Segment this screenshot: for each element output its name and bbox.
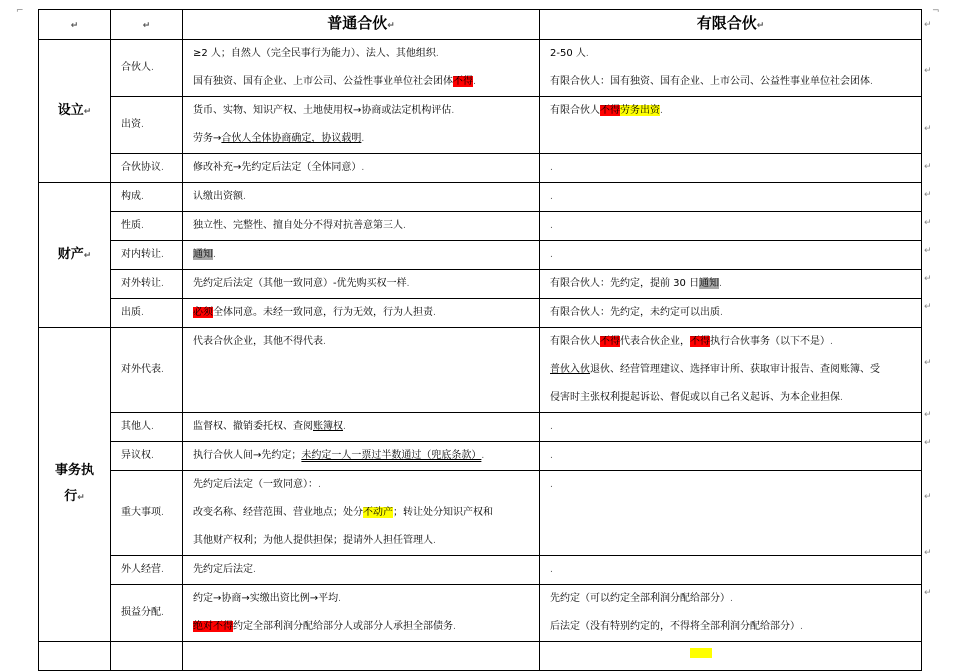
row-label-composition xyxy=(111,183,183,212)
row-end-mark: ↵ xyxy=(924,162,932,172)
comparison-table xyxy=(38,9,922,671)
para-mark: . xyxy=(451,106,455,116)
limited-representation-cell xyxy=(540,328,922,413)
underlined-text: 账簿权 xyxy=(313,421,343,432)
para-mark: . xyxy=(720,308,723,318)
cell-text: 约定→协商→实缴出资比例→平均 xyxy=(193,593,339,604)
row-end-mark: ↵ xyxy=(924,274,932,284)
general-partners-cell xyxy=(183,40,540,97)
highlight-red: 必须 xyxy=(193,307,213,318)
text-line xyxy=(193,471,539,499)
text-line xyxy=(193,499,539,527)
row-label-agreement xyxy=(111,154,183,183)
limited-contribution-cell xyxy=(540,97,922,154)
section-property xyxy=(39,183,111,328)
row-label-text: 合伙协议 xyxy=(121,162,161,173)
row-label-text: 性质 xyxy=(121,220,141,231)
cell-text: 退伙、经营管理建议、选择审计所、获取审计报告、查阅账簿、受 xyxy=(590,364,880,375)
cell-text: 独立性、完整性、擅自处分不得对抗善意第三人 xyxy=(193,220,403,231)
header-limited-label: 有限合伙 xyxy=(696,14,757,32)
row-label-text: 外人经营 xyxy=(121,564,161,575)
row-end-mark: ↵ xyxy=(924,190,932,200)
text-line xyxy=(550,40,921,68)
limited-objection-cell xyxy=(540,442,922,471)
table-row xyxy=(39,585,922,642)
cell-text: 有限合伙人 xyxy=(550,336,600,347)
limited-partners-cell xyxy=(540,40,922,97)
para-mark: . xyxy=(243,192,246,202)
limited-external-cell xyxy=(540,270,922,299)
para-mark: . xyxy=(141,120,144,130)
para-mark: . xyxy=(660,106,663,116)
row-label-external-transfer xyxy=(111,270,183,299)
row-label-contribution xyxy=(111,97,183,154)
row-end-mark: ↵ xyxy=(924,246,932,256)
row-end-mark: ↵ xyxy=(924,358,932,368)
cell-text: 代表合伙企业， xyxy=(620,336,690,347)
para-mark: . xyxy=(161,608,164,618)
row-label-pledge xyxy=(111,299,183,328)
para-mark: . xyxy=(453,622,456,632)
highlight-red: 不得 xyxy=(600,105,620,116)
section-label-cont: 行 xyxy=(64,489,78,504)
cell-mark: ↵ xyxy=(70,21,79,31)
para-mark: . xyxy=(481,451,485,461)
general-contribution-cell xyxy=(183,97,540,154)
para-mark: . xyxy=(433,308,436,318)
text-line xyxy=(550,356,921,384)
table-row xyxy=(39,556,922,585)
row-label-text: 对外代表 xyxy=(121,364,161,375)
para-mark: . xyxy=(550,221,553,231)
cell-text: 修改补充→先约定后法定（全体同意） xyxy=(193,162,362,173)
general-major-cell xyxy=(183,471,540,556)
para-mark: . xyxy=(800,622,803,632)
limited-agreement-cell xyxy=(540,154,922,183)
limited-outsider-cell xyxy=(540,556,922,585)
text-line xyxy=(550,384,921,412)
partial-cell xyxy=(111,642,183,671)
header-blank-cell xyxy=(111,10,183,40)
row-end-mark: ↵ xyxy=(924,438,932,448)
para-mark: . xyxy=(719,279,722,289)
highlight-yellow: 不动产 xyxy=(363,507,393,518)
para-mark: . xyxy=(151,63,154,73)
page-corner-mark-left: ⌐ xyxy=(16,6,24,16)
text-line xyxy=(193,40,539,68)
row-end-mark: ↵ xyxy=(924,302,932,312)
general-composition-cell xyxy=(183,183,540,212)
header-limited-partnership xyxy=(540,10,922,40)
limited-composition-cell xyxy=(540,183,922,212)
para-mark: . xyxy=(141,192,144,202)
header-general-partnership xyxy=(183,10,540,40)
cell-text: ≥2 人；自然人（完全民事行为能力）、法人、其他组织 xyxy=(193,48,436,59)
cell-text: 有限合伙人：先约定，未约定可以出质 xyxy=(550,307,720,318)
para-mark: . xyxy=(151,451,154,461)
para-mark: . xyxy=(361,134,365,144)
general-internal-cell xyxy=(183,241,540,270)
highlight-red: 不得 xyxy=(600,336,620,347)
limited-major-cell xyxy=(540,471,922,556)
row-label-text: 合伙人 xyxy=(121,62,151,73)
row-end-mark: ↵ xyxy=(924,66,932,76)
highlight-red: 不得 xyxy=(453,76,473,87)
para-mark: . xyxy=(161,250,164,260)
cell-text: 先约定后法定（一致同意）： xyxy=(193,479,318,490)
row-end-mark: ↵ xyxy=(924,548,932,558)
table-row xyxy=(39,471,922,556)
cell-text: 2-50 人 xyxy=(550,48,586,59)
table-row xyxy=(39,328,922,413)
row-label-text: 构成 xyxy=(121,191,141,202)
para-mark: . xyxy=(433,536,436,546)
cell-text: 先约定后法定 xyxy=(193,564,253,575)
highlight-red: 绝对不得 xyxy=(193,621,233,632)
para-mark: . xyxy=(550,480,553,490)
para-mark: . xyxy=(830,337,833,347)
cell-text: 后法定（没有特别约定的，不得将全部利润分配给部分） xyxy=(550,621,800,632)
row-end-mark: ↵ xyxy=(924,492,932,502)
cell-mark: ↵ xyxy=(142,21,151,31)
section-label: 设立 xyxy=(57,102,84,118)
para-mark: ↵ xyxy=(83,250,92,261)
partial-cell xyxy=(183,642,540,671)
limited-nature-cell xyxy=(540,212,922,241)
text-line xyxy=(193,68,539,96)
cell-mark: ↵ xyxy=(756,21,765,31)
table-row-partial xyxy=(39,642,922,671)
cell-text: 全体同意。未经一致同意，行为无效，行为人担责 xyxy=(213,307,433,318)
table-row xyxy=(39,183,922,212)
table-row xyxy=(39,40,922,97)
cell-text: 有限合伙人 xyxy=(550,105,600,116)
row-label-partners xyxy=(111,40,183,97)
cell-text: ；转让处分知识产权和 xyxy=(393,507,493,518)
table-row xyxy=(39,212,922,241)
row-end-mark: ↵ xyxy=(924,410,932,420)
row-end-mark: ↵ xyxy=(924,588,932,598)
partial-cell xyxy=(540,642,922,671)
row-label-text: 重大事项 xyxy=(121,507,161,518)
table-row xyxy=(39,442,922,471)
table-row xyxy=(39,97,922,154)
row-end-mark: ↵ xyxy=(924,218,932,228)
para-mark: . xyxy=(550,163,553,173)
cell-text: 代表合伙企业，其他不得代表 xyxy=(193,336,323,347)
row-label-text: 出资 xyxy=(121,119,141,130)
text-line xyxy=(550,97,921,125)
highlight-gray: 通知 xyxy=(193,249,213,260)
underlined-text: 合伙人全体协商确定，协议载明 xyxy=(221,133,362,144)
text-line xyxy=(193,527,539,555)
double-underlined-text: 未约定一人一票过半数通过（兜底条款） xyxy=(301,450,482,461)
text-line xyxy=(550,328,921,356)
cell-text: 执行合伙事务（以下不是） xyxy=(710,336,830,347)
row-label-text: 异议权 xyxy=(121,450,151,461)
row-end-mark: ↵ xyxy=(924,20,932,30)
text-line xyxy=(550,585,921,613)
para-mark: . xyxy=(550,422,553,432)
cell-text: 改变名称、经营范围、营业地点；处分 xyxy=(193,507,363,518)
para-mark: . xyxy=(870,77,873,87)
para-mark: . xyxy=(161,279,164,289)
cell-text: 其他财产权利；为他人提供担保；提请外人担任管理人 xyxy=(193,535,433,546)
general-profit-cell xyxy=(183,585,540,642)
cell-text: 认缴出资额 xyxy=(193,191,243,202)
para-mark: . xyxy=(151,422,154,432)
limited-others-cell xyxy=(540,413,922,442)
limited-internal-cell xyxy=(540,241,922,270)
row-label-outsider xyxy=(111,556,183,585)
section-setup xyxy=(39,40,111,183)
cell-text: 监督权、撤销委托权、查阅 xyxy=(193,421,313,432)
highlight-yellow: 劳务出资 xyxy=(620,105,660,116)
para-mark: . xyxy=(406,279,410,289)
general-agreement-cell xyxy=(183,154,540,183)
limited-pledge-cell xyxy=(540,299,922,328)
section-affairs xyxy=(39,328,111,642)
para-mark: . xyxy=(550,250,553,260)
row-label-major-matters xyxy=(111,471,183,556)
row-label-internal-transfer xyxy=(111,241,183,270)
highlight-gray: 通知 xyxy=(699,278,720,289)
para-mark: ↵ xyxy=(83,106,92,117)
section-label: 财产 xyxy=(57,246,84,262)
para-mark: . xyxy=(161,365,164,375)
general-nature-cell xyxy=(183,212,540,241)
para-mark: . xyxy=(318,480,321,490)
para-mark: ↵ xyxy=(77,493,85,503)
highlight-red: 不得 xyxy=(690,336,710,347)
text-line xyxy=(550,613,921,641)
text-line xyxy=(550,68,921,96)
para-mark: . xyxy=(253,565,256,575)
row-label-text: 对内转让 xyxy=(121,249,161,260)
cell-text: 有限合伙人：国有独资、国有企业、上市公司、公益性事业单位社会团体 xyxy=(550,76,870,87)
para-mark: . xyxy=(550,192,553,202)
para-mark: . xyxy=(585,49,589,59)
section-label: 事务执 xyxy=(54,463,94,478)
cell-text: 劳务→ xyxy=(193,133,222,144)
highlight-yellow-fragment xyxy=(690,648,712,658)
para-mark: . xyxy=(550,451,553,461)
cell-text: 侵害时主张权利提起诉讼、督促或以自己名义起诉、为本企业担保 xyxy=(550,392,840,403)
para-mark: . xyxy=(403,221,406,231)
para-mark: . xyxy=(435,49,439,59)
table-row xyxy=(39,241,922,270)
para-mark: . xyxy=(730,594,733,604)
para-mark: . xyxy=(550,565,553,575)
para-mark: . xyxy=(161,565,164,575)
cell-text: 执行合伙人间→先约定； xyxy=(193,450,302,461)
row-end-mark: ↵ xyxy=(924,124,932,134)
text-line xyxy=(193,585,539,613)
para-mark: . xyxy=(338,594,342,604)
table-header-row xyxy=(39,10,922,40)
text-line xyxy=(193,125,539,153)
row-label-text: 对外转让 xyxy=(121,278,161,289)
table-row xyxy=(39,413,922,442)
page-corner-mark-right: ¬ xyxy=(932,6,940,16)
text-line xyxy=(193,97,539,125)
row-label-text: 出质 xyxy=(121,307,141,318)
cell-mark: ↵ xyxy=(387,21,395,31)
row-label-others xyxy=(111,413,183,442)
row-label-representation xyxy=(111,328,183,413)
para-mark: . xyxy=(141,221,144,231)
general-others-cell xyxy=(183,413,540,442)
table-row xyxy=(39,299,922,328)
general-objection-cell xyxy=(183,442,540,471)
cell-text: 先约定（可以约定全部利润分配给部分） xyxy=(550,593,730,604)
row-label-text: 其他人 xyxy=(121,421,151,432)
cell-text: 国有独资、国有企业、上市公司、公益性事业单位社会团体 xyxy=(193,76,453,87)
header-general-label: 普通合伙 xyxy=(327,14,388,32)
para-mark: . xyxy=(343,422,346,432)
header-corner-cell xyxy=(39,10,111,40)
para-mark: . xyxy=(141,308,144,318)
para-mark: . xyxy=(161,508,164,518)
text-line xyxy=(193,613,539,641)
para-mark: . xyxy=(161,163,164,173)
table-row xyxy=(39,270,922,299)
general-external-cell xyxy=(183,270,540,299)
general-outsider-cell xyxy=(183,556,540,585)
general-representation-cell xyxy=(183,328,540,413)
partial-cell xyxy=(39,642,111,671)
para-mark: . xyxy=(473,77,476,87)
cell-text: 货币、实物、知识产权、土地使用权→协商或法定机构评估 xyxy=(193,105,452,116)
row-label-profit xyxy=(111,585,183,642)
table-row xyxy=(39,154,922,183)
general-pledge-cell xyxy=(183,299,540,328)
cell-text: 有限合伙人：先约定，提前 30 日 xyxy=(550,278,700,289)
para-mark: . xyxy=(840,393,843,403)
cell-text: 约定全部利润分配给部分人或部分人承担全部债务 xyxy=(233,621,453,632)
row-label-text: 损益分配 xyxy=(121,607,161,618)
cell-text: 先约定后法定（其他一致同意）-优先购买权一样 xyxy=(193,278,407,289)
row-label-objection xyxy=(111,442,183,471)
limited-profit-cell xyxy=(540,585,922,642)
para-mark: . xyxy=(213,250,216,260)
row-label-nature xyxy=(111,212,183,241)
para-mark: . xyxy=(361,163,365,173)
para-mark: . xyxy=(323,337,326,347)
underlined-text: 普伙入伙 xyxy=(550,364,590,375)
